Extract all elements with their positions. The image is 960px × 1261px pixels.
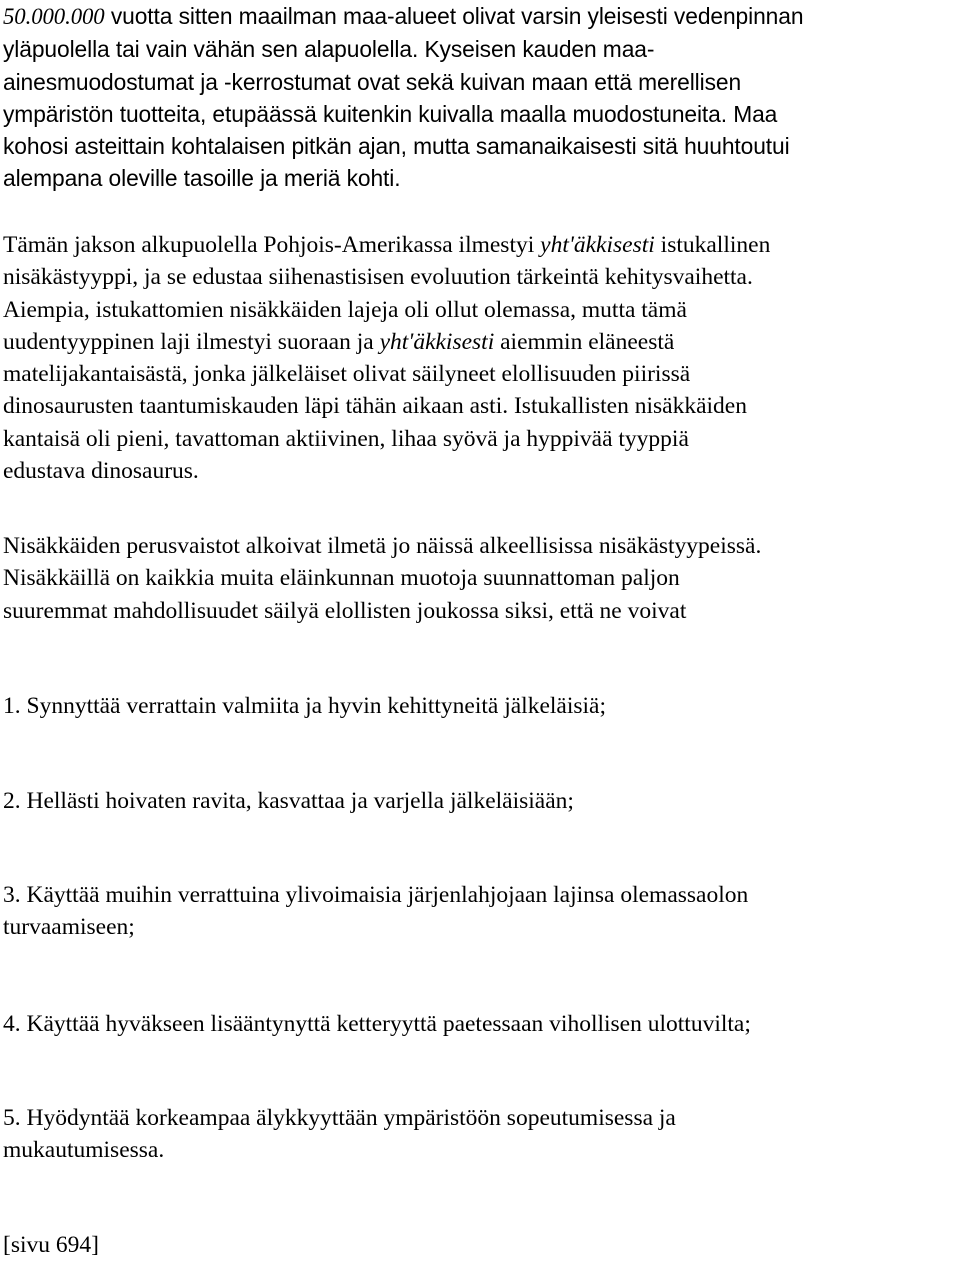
text-line: Nisäkkäillä on kaikkia muita eläinkunnan muotoja suunnattoman paljon [3, 565, 680, 592]
text-line: nisäkästyyppi, ja se edustaa siihenastisisen evoluution tärkeintä kehitysvaihetta. [3, 264, 753, 291]
text-line: Aiempia, istukattomien nisäkkäiden lajeja oli ollut olemassa, mutta tämä [3, 296, 687, 323]
text-line: suuremmat mahdollisuudet säilyä elollisten joukossa siksi, että ne voivat [3, 597, 687, 624]
text-line: edustava dinosaurus. [3, 458, 199, 485]
emphasis: yht'äkkisesti [379, 328, 495, 355]
page-number: [sivu 694] [3, 1232, 99, 1258]
list-item [3, 690, 960, 722]
text-line: 2. Hellästi hoivaten ravita, kasvattaa ja varjella jälkeläisiään; [3, 788, 574, 814]
text-line: uudentyyppinen laji ilmestyi suoraan ja yht'äkkisesti aiemmin eläneestä [3, 328, 675, 355]
text-line: ympäristön tuotteita, etupäässä kuitenkin kuivalla maalla muodostuneita. Maa [3, 100, 778, 127]
list-item [3, 1008, 960, 1040]
text-line: 50.000.000 vuotta sitten maailman maa-alueet olivat varsin yleisesti vedenpinnan [3, 3, 804, 29]
text-line: 5. Hyödyntää korkeampaa älykkyyttään ympäristöön sopeutumisessa ja [3, 1105, 676, 1131]
text-line: 4. Käyttää hyväkseen lisääntynyttä ketteryyttä paetessaan vihollisen ulottuvilta; [3, 1011, 751, 1037]
text-line: Tämän jakson alkupuolella Pohjois-Amerikassa ilmestyi yht'äkkisesti istukallinen [3, 232, 771, 258]
emphasis: yht'äkkisesti [540, 232, 655, 258]
text-line: yläpuolella tai vain vähän sen alapuolella. Kyseisen kauden maa- [3, 36, 655, 63]
list-item [3, 785, 960, 817]
list-item [3, 879, 960, 944]
paragraph-geology [3, 0, 960, 195]
paragraph-placental-mammals [3, 229, 960, 487]
text-line: Nisäkkäiden perusvaistot alkoivat ilmetä jo näissä alkeellisissa nisäkästyypeissä. [3, 533, 762, 559]
text-line: dinosaurusten taantumiskauden läpi tähän aikaan asti. Istukallisten nisäkkäiden [3, 393, 747, 420]
page-marker [3, 1229, 960, 1261]
list-item [3, 1102, 960, 1167]
year-number: 50.000.000 [3, 4, 105, 29]
text-line: alempana oleville tasoille ja meriä kohti. [3, 165, 401, 192]
text-line: kantaisä oli pieni, tavattoman aktiivinen, lihaa syövä ja hyppivää tyyppiä [3, 425, 689, 452]
text-line: turvaamiseen; [3, 914, 135, 941]
text-line: kohosi asteittain kohtalaisen pitkän ajan, mutta samanaikaisesti sitä huuhtoutui [3, 133, 790, 160]
text-line: mukautumisessa. [3, 1137, 165, 1164]
text-line: ainesmuodostumat ja -kerrostumat ovat sekä kuivan maan että merellisen [3, 68, 742, 95]
text-line: matelijakantaisästä, jonka jälkeläiset olivat säilyneet elollisuuden piirissä [3, 361, 691, 388]
paragraph-instincts [3, 530, 960, 627]
text-line: 3. Käyttää muihin verrattuina ylivoimaisia järjenlahjojaan lajinsa olemassaolon [3, 882, 749, 908]
text-line: 1. Synnyttää verrattain valmiita ja hyvin kehittyneitä jälkeläisiä; [3, 693, 606, 719]
